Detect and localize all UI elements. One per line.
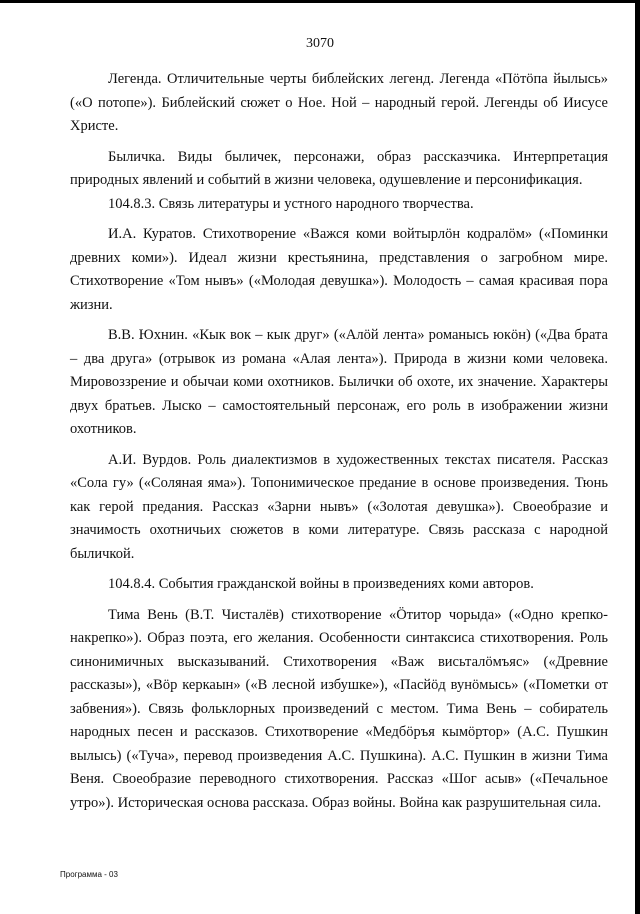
section-heading-104-8-4: 104.8.4. События гражданской войны в произведениях коми авторов. [108, 576, 534, 592]
paragraph-vurdov: А.И. Вурдов. Роль диалектизмов в художественных текстах писателя. Рассказ «Сола гу» («Соляная яма»). Топонимическое предание в основе произведения. Тюнь как герой предания. Рассказ «Зарни нывъ» («Золотая девушка»). Своеобразие и значимость охотничьих сюжетов в коми литературе. Связь рассказа с народной быличкой. [70, 451, 608, 562]
body-text [70, 68, 608, 815]
paragraph-legend: Легенда. Отличительные черты библейских легенд. Легенда «Пӧтӧпа йылысь» («О потопе»). Библейский сюжет о Ное. Ной – народный герой. Легенды об Иисусе Христе. [70, 71, 608, 134]
page-number: 3070 [306, 36, 334, 51]
paragraph-kuratov: И.А. Куратов. Стихотворение «Важся коми войтырлӧн кодралӧм» («Поминки древних коми»). Идеал жизни крестьянина, представления о загробном мире. Стихотворение «Том нывъ» («Молодая девушка»). Молодость – самая красивая пора жизни. [70, 226, 608, 313]
scan-edge-top [0, 0, 640, 3]
paragraph-tima-ven: Тима Вень (В.Т. Чисталёв) стихотворение «Ӧтитор чорыда» («Одно крепко-накрепко»). Образ поэта, его желания. Особенности синтаксиса стихотворения. Роль синонимичных высказываний. Стихотворения «Важ висьталӧмъяс» («Древние рассказы»), «Вӧр керкаын» («В лесной избушке»), «Пасйӧд вунӧмысь» («Пометки от забвения»). Связь фольклорных произведений с местом. Тима Вень – собиратель народных песен и рассказов. Стихотворение «Медбӧръя кымӧртор» (А.С. Пушкин вылысь) («Туча», перевод произведения А.С. Пушкина). А.С. Пушкин в жизни Тима Веня. Своеобразие переводного стихотворения. Рассказ «Шог асыв» («Печальное утро»). Историческая основа рассказа. Образ войны. Война как разрушительная сила. [70, 606, 608, 811]
section-heading-104-8-3: 104.8.3. Связь литературы и устного народного творчества. [108, 195, 474, 212]
scan-edge-right [635, 0, 640, 914]
paragraph-yukhnin: В.В. Юхнин. «Кык вок – кык друг» («Алӧй лента» романысь юкӧн) («Два брата – два друга» (отрывок из романа «Алая лента»). Природа в жизни коми человека. Мировоззрение и обычаи коми охотников. Былички об охоте, их значение. Характеры двух братьев. Лыско – самостоятельный персонаж, его роль в изображении жизни охотников. [70, 327, 608, 437]
paragraph-bylichka: Быличка. Виды быличек, персонажи, образ рассказчика. Интерпретация природных явлений и событий в жизни человека, одушевление и персонификация. [70, 148, 608, 188]
footer-label: Программа - 03 [60, 870, 118, 879]
